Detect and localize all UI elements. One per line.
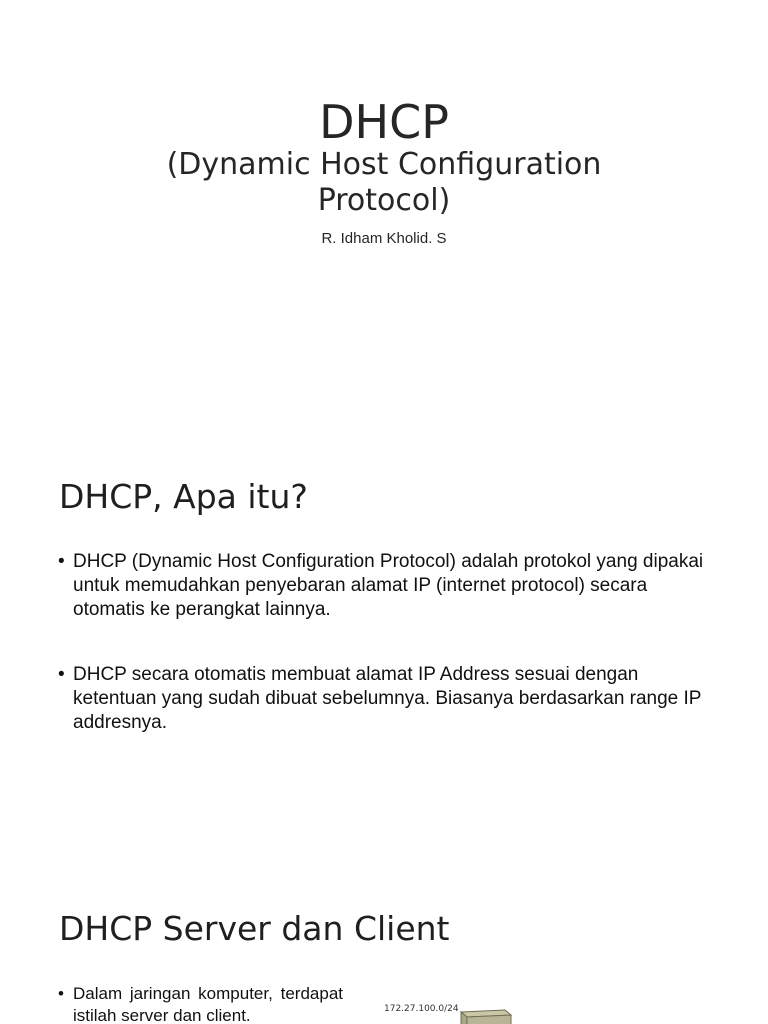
title-slide — [0, 0, 768, 432]
bullet-icon: • — [58, 664, 65, 685]
bullet-icon: • — [58, 984, 64, 1003]
slide-title: DHCP — [319, 95, 449, 149]
network-address-label: 172.27.100.0/24 — [384, 1004, 459, 1014]
bullet-text: DHCP (Dynamic Host Configuration Protocol) adalah protokol yang dipakai untuk memudahkan penyebaran alamat IP (internet protocol) secara otomatis ke perangkat lainnya. — [73, 551, 704, 620]
bullet-list — [58, 983, 343, 1024]
author-name: R. Idham Kholid. S — [321, 230, 447, 247]
slide-subtitle: (Dynamic Host Configuration Protocol) — [166, 147, 602, 218]
bullet-list — [58, 550, 708, 735]
bullet-item — [58, 663, 708, 735]
slide-heading: DHCP, Apa itu? — [59, 477, 308, 516]
slide-server-client — [0, 864, 768, 1024]
bullet-item — [58, 983, 343, 1024]
slide-heading: DHCP Server dan Client — [59, 909, 450, 948]
bullet-text: Dalam jaringan komputer, terdapat istilah server dan client. — [73, 984, 343, 1024]
network-switch-icon — [455, 1004, 515, 1024]
bullet-text: DHCP secara otomatis membuat alamat IP Address sesuai dengan ketentuan yang sudah dibuat sebelumnya. Biasanya berdasarkan range IP addresnya. — [73, 664, 702, 733]
bullet-item — [58, 550, 708, 622]
slide-what-is-dhcp — [0, 432, 768, 864]
bullet-icon: • — [58, 551, 65, 572]
